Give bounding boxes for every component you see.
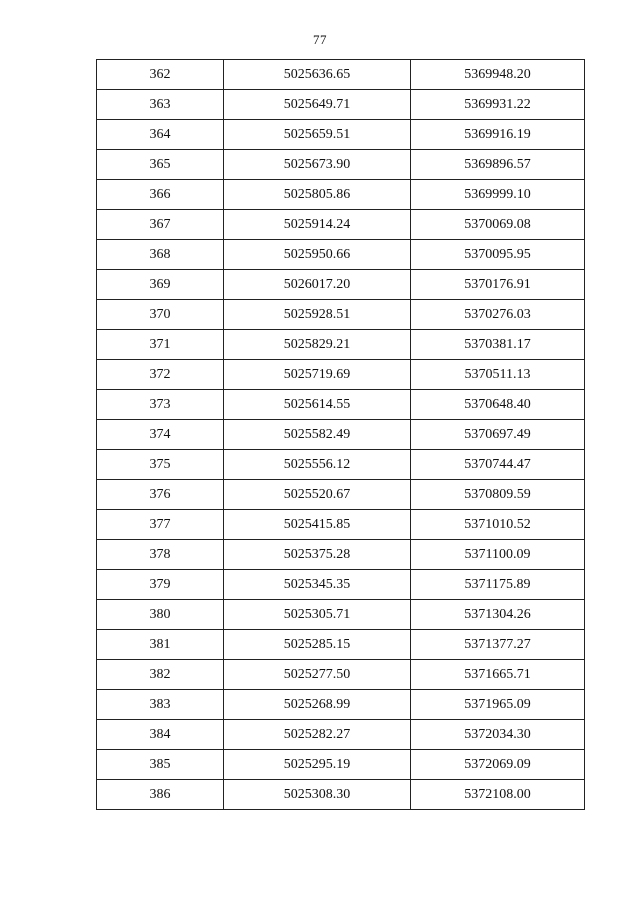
y-coordinate-cell: 5369931.22 — [411, 90, 585, 120]
table-row — [97, 60, 585, 90]
point-number-cell: 374 — [97, 420, 224, 450]
point-number-cell: 363 — [97, 90, 224, 120]
table-row — [97, 420, 585, 450]
point-number-cell: 378 — [97, 540, 224, 570]
point-number-cell: 368 — [97, 240, 224, 270]
y-coordinate-cell: 5369948.20 — [411, 60, 585, 90]
y-coordinate-cell: 5371665.71 — [411, 660, 585, 690]
point-number-cell: 366 — [97, 180, 224, 210]
page-number: 77 — [313, 32, 327, 47]
point-number-cell: 364 — [97, 120, 224, 150]
x-coordinate-cell: 5025308.30 — [224, 780, 411, 810]
x-coordinate-cell: 5025305.71 — [224, 600, 411, 630]
point-number-cell: 385 — [97, 750, 224, 780]
point-number-cell: 377 — [97, 510, 224, 540]
table-row — [97, 330, 585, 360]
y-coordinate-cell: 5369916.19 — [411, 120, 585, 150]
table-row — [97, 750, 585, 780]
x-coordinate-cell: 5025556.12 — [224, 450, 411, 480]
x-coordinate-cell: 5025345.35 — [224, 570, 411, 600]
point-number-cell: 383 — [97, 690, 224, 720]
table-row — [97, 180, 585, 210]
x-coordinate-cell: 5025914.24 — [224, 210, 411, 240]
y-coordinate-cell: 5371100.09 — [411, 540, 585, 570]
table-row — [97, 120, 585, 150]
x-coordinate-cell: 5025659.51 — [224, 120, 411, 150]
table-row — [97, 240, 585, 270]
coordinates-table — [96, 59, 585, 810]
point-number-cell: 365 — [97, 150, 224, 180]
point-number-cell: 369 — [97, 270, 224, 300]
y-coordinate-cell: 5371010.52 — [411, 510, 585, 540]
y-coordinate-cell: 5371965.09 — [411, 690, 585, 720]
y-coordinate-cell: 5370744.47 — [411, 450, 585, 480]
x-coordinate-cell: 5025520.67 — [224, 480, 411, 510]
point-number-cell: 380 — [97, 600, 224, 630]
point-number-cell: 367 — [97, 210, 224, 240]
x-coordinate-cell: 5025928.51 — [224, 300, 411, 330]
y-coordinate-cell: 5372069.09 — [411, 750, 585, 780]
table-row — [97, 480, 585, 510]
y-coordinate-cell: 5370809.59 — [411, 480, 585, 510]
x-coordinate-cell: 5026017.20 — [224, 270, 411, 300]
y-coordinate-cell: 5372034.30 — [411, 720, 585, 750]
y-coordinate-cell: 5371304.26 — [411, 600, 585, 630]
x-coordinate-cell: 5025375.28 — [224, 540, 411, 570]
point-number-cell: 379 — [97, 570, 224, 600]
table-row — [97, 360, 585, 390]
y-coordinate-cell: 5370095.95 — [411, 240, 585, 270]
x-coordinate-cell: 5025268.99 — [224, 690, 411, 720]
table-row — [97, 780, 585, 810]
point-number-cell: 375 — [97, 450, 224, 480]
x-coordinate-cell: 5025805.86 — [224, 180, 411, 210]
coordinates-table-body — [97, 60, 585, 810]
point-number-cell: 376 — [97, 480, 224, 510]
x-coordinate-cell: 5025950.66 — [224, 240, 411, 270]
table-row — [97, 270, 585, 300]
table-row — [97, 660, 585, 690]
y-coordinate-cell: 5369999.10 — [411, 180, 585, 210]
point-number-cell: 381 — [97, 630, 224, 660]
point-number-cell: 386 — [97, 780, 224, 810]
point-number-cell: 370 — [97, 300, 224, 330]
y-coordinate-cell: 5369896.57 — [411, 150, 585, 180]
x-coordinate-cell: 5025415.85 — [224, 510, 411, 540]
table-row — [97, 90, 585, 120]
y-coordinate-cell: 5370381.17 — [411, 330, 585, 360]
y-coordinate-cell: 5370176.91 — [411, 270, 585, 300]
table-row — [97, 690, 585, 720]
x-coordinate-cell: 5025649.71 — [224, 90, 411, 120]
y-coordinate-cell: 5370511.13 — [411, 360, 585, 390]
table-row — [97, 300, 585, 330]
table-row — [97, 570, 585, 600]
x-coordinate-cell: 5025673.90 — [224, 150, 411, 180]
table-row — [97, 210, 585, 240]
table-row — [97, 720, 585, 750]
x-coordinate-cell: 5025285.15 — [224, 630, 411, 660]
table-row — [97, 540, 585, 570]
x-coordinate-cell: 5025636.65 — [224, 60, 411, 90]
x-coordinate-cell: 5025295.19 — [224, 750, 411, 780]
y-coordinate-cell: 5370069.08 — [411, 210, 585, 240]
x-coordinate-cell: 5025282.27 — [224, 720, 411, 750]
table-row — [97, 390, 585, 420]
point-number-cell: 384 — [97, 720, 224, 750]
table-row — [97, 600, 585, 630]
point-number-cell: 382 — [97, 660, 224, 690]
x-coordinate-cell: 5025829.21 — [224, 330, 411, 360]
y-coordinate-cell: 5370648.40 — [411, 390, 585, 420]
point-number-cell: 362 — [97, 60, 224, 90]
point-number-cell: 372 — [97, 360, 224, 390]
y-coordinate-cell: 5371377.27 — [411, 630, 585, 660]
table-row — [97, 150, 585, 180]
point-number-cell: 371 — [97, 330, 224, 360]
x-coordinate-cell: 5025277.50 — [224, 660, 411, 690]
y-coordinate-cell: 5372108.00 — [411, 780, 585, 810]
x-coordinate-cell: 5025582.49 — [224, 420, 411, 450]
y-coordinate-cell: 5370697.49 — [411, 420, 585, 450]
table-row — [97, 510, 585, 540]
y-coordinate-cell: 5371175.89 — [411, 570, 585, 600]
point-number-cell: 373 — [97, 390, 224, 420]
x-coordinate-cell: 5025719.69 — [224, 360, 411, 390]
table-row — [97, 450, 585, 480]
coordinates-table-container — [96, 59, 584, 810]
y-coordinate-cell: 5370276.03 — [411, 300, 585, 330]
x-coordinate-cell: 5025614.55 — [224, 390, 411, 420]
table-row — [97, 630, 585, 660]
